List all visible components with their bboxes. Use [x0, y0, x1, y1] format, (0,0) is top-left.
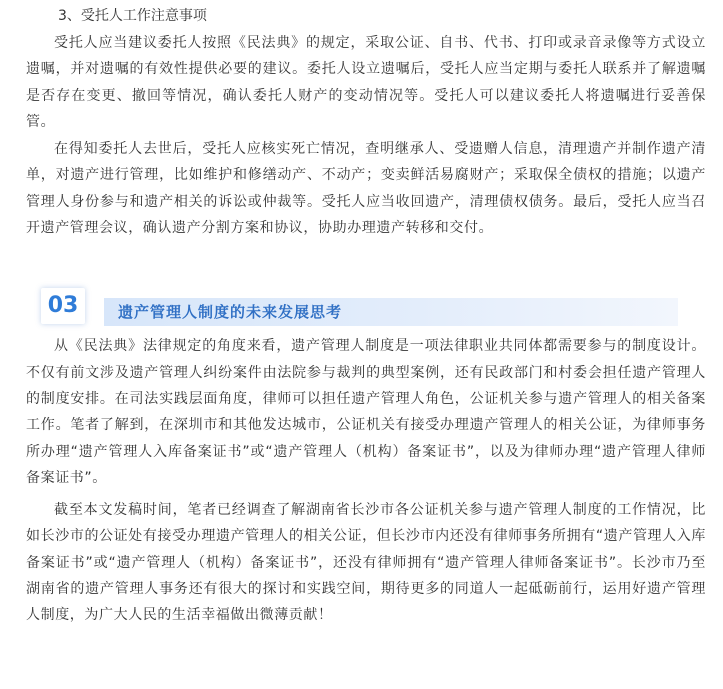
section-header [26, 285, 706, 325]
section-number-badge: 03 [41, 288, 85, 324]
paragraph-after-death: 在得知委托人去世后，受托人应核实死亡情况，查明继承人、受遗赠人信息，清理遗产并制作遗产清单，对遗产进行管理，比如维护和修缮动产、不动产；变卖鲜活易腐财产；采取保全债权的措施；以遗产管理人身份参与和遗产相关的诉讼或仲裁等。受托人应当收回遗产，清理债权债务。最后，受托人应当召开遗产管理会议，确认遗产分割方案和协议，协助办理遗产转移和交付。 [26, 141, 706, 237]
article-body [26, 0, 706, 629]
paragraph-will-advice: 受托人应当建议委托人按照《民法典》的规定，采取公证、自书、代书、打印或录音录像等方式设立遗嘱，并对遗嘱的有效性提供必要的建议。委托人设立遗嘱后，受托人应当定期与委托人联系并了解遗嘱是否存在变更、撤回等情况，确认委托人财产的变动情况等。受托人可以建议委托人将遗嘱进行妥善保管。 [26, 35, 706, 130]
paragraph-changsha-status: 截至本文发稿时间，笔者已经调查了解湖南省长沙市各公证机关参与遗产管理人制度的工作情况，比如长沙市的公证处有接受办理遗产管理人的相关公证，但长沙市内还没有律师事务所拥有“遗产管理人入库备案证书”或“遗产管理人（机构）备案证书”，还没有律师拥有“遗产管理人律师备案证书”。长沙市乃至湖南省的遗产管理人事务还有很大的探讨和实践空间，期待更多的同道人一起砥砺前行，运用好遗产管理人制度，为广大人民的生活幸福做出微薄贡献！ [26, 502, 706, 624]
subheading-notes: 3、受托人工作注意事项 [58, 8, 207, 24]
section-title: 遗产管理人制度的未来发展思考 [118, 303, 343, 322]
paragraph-legal-perspective: 从《民法典》法律规定的角度来看，遗产管理人制度是一项法律职业共同体都需要参与的制度设计。不仅有前文涉及遗产管理人纠纷案件由法院参与裁判的典型案例，还有民政部门和村委会担任遗产管理人的制度安排。在司法实践层面角度，律师可以担任遗产管理人角色，公证机关参与遗产管理人的相关备案工作。笔者了解到，在深圳市和其他发达城市，公证机关有接受办理遗产管理人的相关公证，为律师事务所办理“遗产管理人入库备案证书”或“遗产管理人（机构）备案证书”，以及为律师办理“遗产管理人律师备案证书”。 [26, 338, 706, 486]
